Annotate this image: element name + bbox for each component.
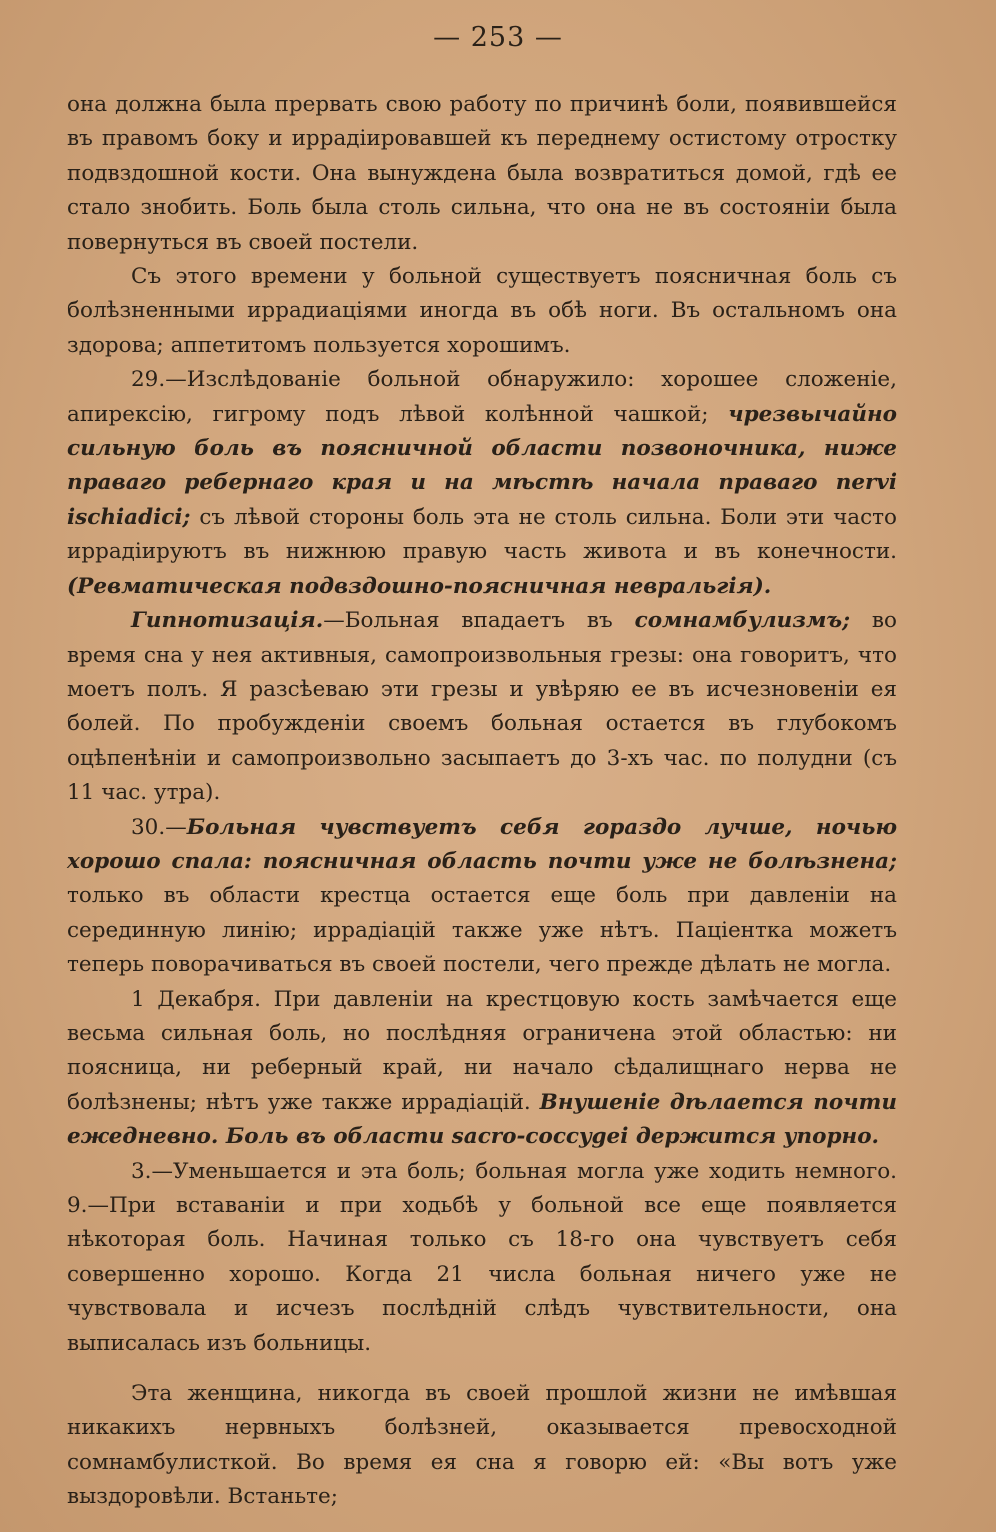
text-segment: 30.—	[131, 814, 187, 840]
text-segment: —Больная впадаетъ въ	[323, 608, 635, 634]
italic-text-segment: Больная чувствуетъ себя гораздо лучше, ночью хорошо спала: поясничная область почти уже не болѣзнена;	[67, 814, 897, 874]
italic-text-segment: Внушеніе дѣлается почти ежедневно. Боль въ области sacro-coccygei держится упорно.	[67, 1089, 897, 1150]
paragraph-7	[67, 1155, 897, 1361]
italic-text-segment: (Ревматическая подвздошно-поясничная невральгія).	[67, 573, 772, 599]
text-segment: она должна была прервать свою работу по причинѣ боли, появившейся въ правомъ боку и иррадіировавшей къ переднему остистому отростку подвздошной кости. Она вынуждена была возвратиться домой, гдѣ ее стало знобить. Боль была столь сильна, что она не въ состояніи была повернуться въ своей постели.	[67, 92, 897, 255]
text-segment: Эта женщина, никогда въ своей прошлой жизни не имѣвшая никакихъ нервныхъ болѣзней, оказывается превосходной сомнамбулисткой. Во время ея сна я говорю ей: «Вы вотъ уже выздоровѣли. Встаньте;	[67, 1381, 897, 1510]
paragraph-4	[67, 604, 897, 810]
text-segment: 29.—Изслѣдованіе больной обнаружило: хорошее сложеніе, апирексію, гигрому подъ лѣвой колѣнной чашкой;	[67, 367, 897, 427]
page-number: — 253 —	[433, 22, 563, 53]
paragraph-5	[67, 811, 897, 983]
paragraph-3	[67, 363, 897, 604]
paragraph-8	[67, 1377, 897, 1515]
text-segment: только въ области крестца остается еще боль при давленіи на серединную линію; иррадіацій также уже нѣтъ. Паціентка можетъ теперь поворачиваться въ своей постели, чего прежде дѣлать не могла.	[67, 883, 897, 978]
paragraph-6	[67, 983, 897, 1155]
italic-text-segment: Гипнотизація.	[131, 608, 324, 634]
italic-text-segment: чрезвычайно сильную боль въ поясничной области позвоночника, ниже праваго ребернаго края и на мѣстѣ начала праваго nervi ischiadici;	[67, 401, 897, 530]
italic-text-segment: сомнамбулизмъ;	[634, 608, 851, 634]
text-segment: во время сна у нея активныя, самопроизвольныя грезы: она говоритъ, что моетъ полъ. Я разсѣеваю эти грезы и увѣряю ее въ исчезновеніи ея болей. По пробужденіи своемъ больная остается въ глубокомъ оцѣпенѣніи и самопроизвольно засыпаетъ до 3-хъ час. по полудни (съ 11 час. утра).	[67, 608, 897, 806]
text-segment: Съ этого времени у больной существуетъ поясничная боль съ болѣзненными иррадиаціями иногда въ обѣ ноги. Въ остальномъ она здорова; аппетитомъ пользуется хорошимъ.	[67, 264, 897, 358]
text-segment: съ лѣвой стороны боль эта не столь сильна. Боли эти часто иррадіируютъ въ нижнюю правую часть живота и въ конечности.	[67, 504, 897, 565]
body-text	[67, 88, 897, 1515]
text-segment: 1 Декабря. При давленіи на крестцовую кость замѣчается еще весьма сильная боль, но послѣдняя ограничена этой областью: ни поясница, ни реберный край, ни начало сѣдалищнаго нерва не болѣзнены; нѣтъ уже также иррадіацій.	[67, 986, 897, 1115]
paragraph-1	[67, 88, 897, 260]
text-segment: 3.—Уменьшается и эта боль; больная могла уже ходить немного. 9.—При вставаніи и при ходьбѣ у больной все еще появляется нѣкоторая боль. Начиная только съ 18-го она чувствуетъ себя совершенно хорошо. Когда 21 числа больная ничего уже не чувствовала и исчезъ послѣдній слѣдъ чувствительности, она выписалась изъ больницы.	[67, 1158, 897, 1356]
paragraph-2	[67, 260, 897, 363]
